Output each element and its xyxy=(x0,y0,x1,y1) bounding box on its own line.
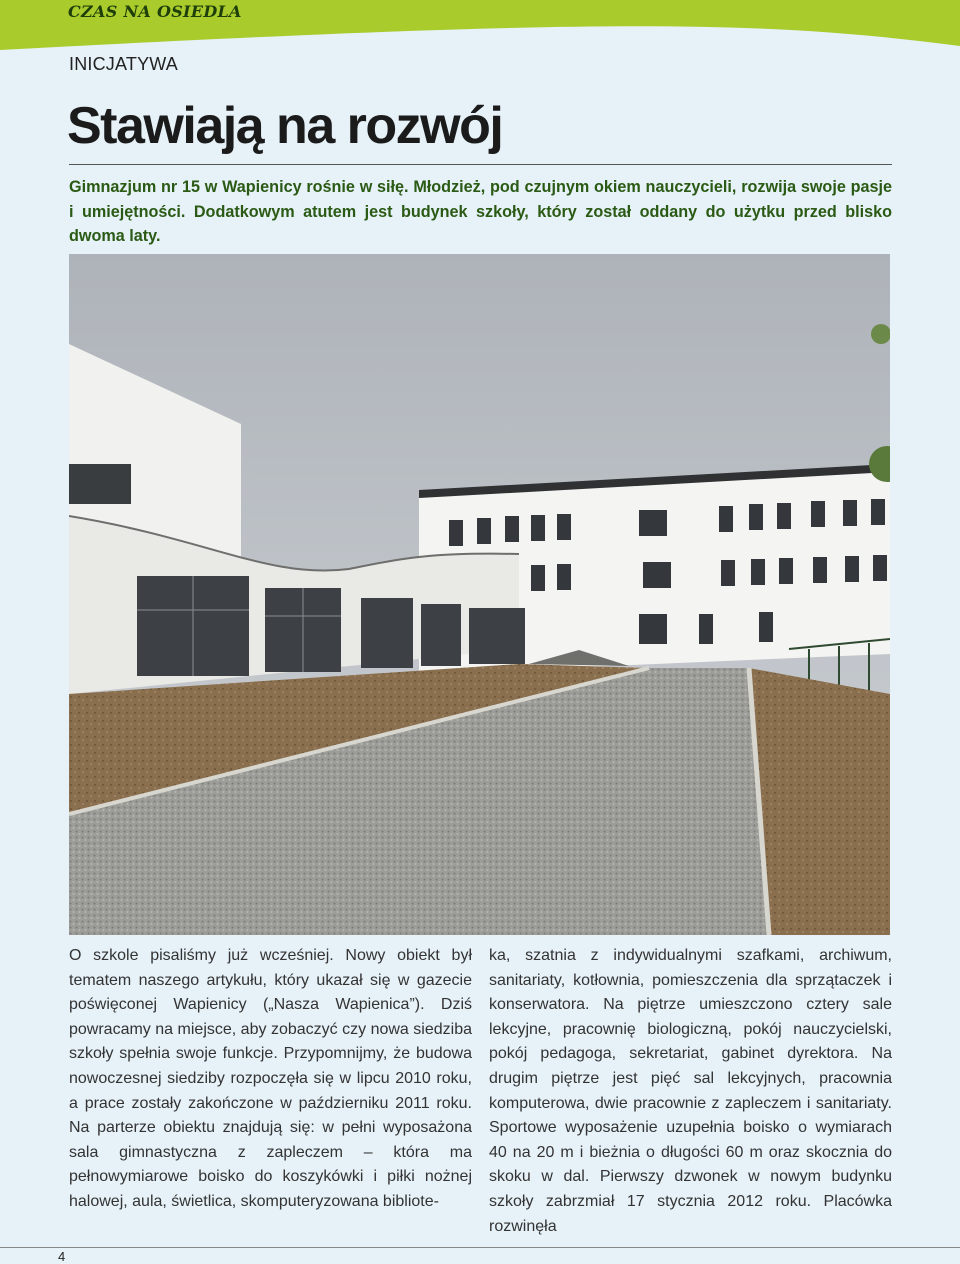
body-text-right: ka, szatnia z indywidualnymi szafkami, archiwum, sanitariaty, kotłownia, pomieszczenia dla sprzątaczek i konserwatora. Na piętrze umieszczono cztery sale lekcyjne, pracownię biologiczną, pokój nauczycielski, pokój pedagoga, sekretariat, gabinet dyrektora. Na drugim piętrze jest pięć sal lekcyjnych, pracownia komputerowa, dwie pracownie z zapleczem i sanitariaty. Sportowe wyposażenie uzupełnia boisko o wymiarach 40 na 20 m i bieżnia o długości 60 m oraz skocznia do skoku w dal. Pierwszy dzwonek w nowym budynku szkoły zabrzmiał 17 stycznia 2012 roku. Placówka rozwinęła xyxy=(489,947,892,1235)
article-title: Stawiają na rozwój xyxy=(67,97,503,155)
body-text-left: O szkole pisaliśmy już wcześniej. Nowy obiekt był tematem naszego artykułu, który ukazał się w gazecie poświęconej Wapienicy („Nasza Wapienica”). Dziś powracamy na miejsce, aby zobaczyć czy nowa siedziba szkoły spełnia swoje funkcje. Przypomnijmy, że budowa nowoczesnej siedziby rozpoczęła się w lipcu 2010 roku, a prace zostały zakończone w październiku 2011 roku. Na parterze obiektu znajdują się: w pełni wyposażona sala gimnastyczna z zapleczem – która ma pełnowymiarowe boisko do koszykówki i piłki nożnej halowej, aula, świetlica, skomputeryzowana bibliote- xyxy=(69,947,472,1210)
article-lead: Gimnazjum nr 15 w Wapienicy rośnie w siłę. Młodzież, pod czujnym okiem nauczycieli, rozwija swoje pasje i umiejętności. Dodatkowym atutem jest budynek szkoły, który został oddany do użytku przed blisko dwoma laty. xyxy=(69,178,892,245)
page-number: 4 xyxy=(58,1249,66,1264)
school-building-photo xyxy=(69,254,890,935)
title-divider xyxy=(69,164,892,165)
photo-illustration xyxy=(69,254,890,935)
section-tag: CZAS NA OSIEDLA xyxy=(68,2,242,21)
article-kicker: INICJATYWA xyxy=(69,54,178,74)
footer-divider xyxy=(0,1247,960,1248)
